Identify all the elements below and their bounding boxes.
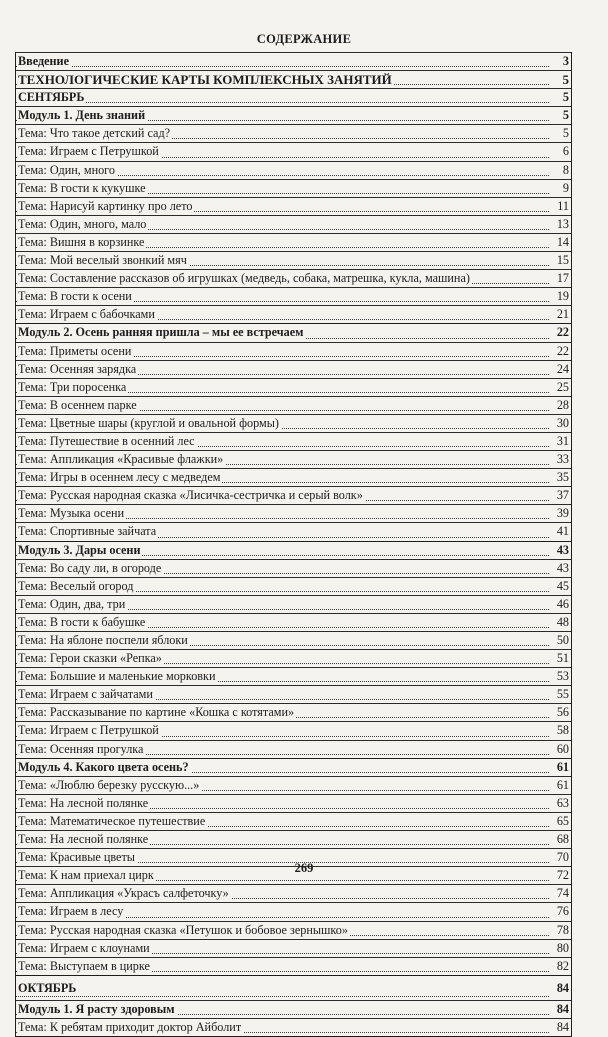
- toc-entry-page: 21: [556, 307, 569, 322]
- toc-entry-page: 84: [556, 1001, 569, 1016]
- toc-entry-text: Русская народная сказка «Лисичка-сестричка и серый волк»: [49, 488, 363, 503]
- toc-entry-label: [18, 181, 148, 195]
- topic-prefix: Тема:: [18, 904, 50, 919]
- topic-prefix: Тема:: [18, 578, 50, 593]
- toc-entry-text: Один, много, мало: [49, 216, 147, 231]
- toc-entry-text: На лесной полянке: [49, 795, 149, 810]
- toc-entry-label: [18, 253, 189, 267]
- toc-topic-entry: [16, 939, 571, 957]
- toc-topic-entry: [16, 468, 571, 486]
- topic-prefix: Тема:: [18, 940, 50, 955]
- topic-prefix: Тема:: [18, 560, 50, 575]
- toc-entry-text: Русская народная сказка «Петушок и бобовое зернышко»: [49, 922, 348, 937]
- toc-entry-page: 46: [556, 596, 569, 611]
- toc-entry-text: Осенняя зарядка: [49, 361, 137, 376]
- toc-entry-page: 84: [555, 976, 569, 1000]
- toc-entry-text: Модуль 3. Дары осени: [18, 542, 141, 557]
- topic-prefix: Тема:: [18, 633, 50, 647]
- topic-prefix: Тема:: [18, 850, 50, 865]
- topic-prefix: Тема:: [18, 198, 50, 213]
- toc-entry-page: 39: [556, 506, 569, 521]
- toc-topic-entry: [16, 957, 571, 975]
- toc-entry-label: [18, 380, 128, 394]
- toc-entry-text: Музыка осени: [49, 506, 125, 521]
- topic-prefix: Тема:: [18, 253, 50, 268]
- toc-entry-page: 30: [556, 415, 569, 430]
- toc-entry-label: [18, 199, 194, 213]
- toc-entry-label: [18, 832, 150, 846]
- toc-topic-entry: [16, 794, 571, 812]
- toc-topic-entry: [16, 649, 571, 667]
- toc-entry-label: [18, 778, 201, 792]
- toc-section-entry: [16, 106, 571, 124]
- toc-entry-page: 5: [562, 108, 569, 123]
- toc-entry-label: [18, 271, 472, 285]
- topic-prefix: Тема:: [18, 234, 50, 249]
- toc-entry-label: [18, 687, 155, 701]
- toc-entry-text: ОКТЯБРЬ: [18, 980, 77, 995]
- toc-topic-entry: [16, 396, 571, 414]
- toc-topic-entry: [16, 577, 571, 595]
- topic-prefix: Тема:: [18, 813, 50, 828]
- toc-entry-label: [18, 705, 296, 719]
- toc-topic-entry: [16, 902, 571, 920]
- toc-entry-text: Что такое детский сад?: [49, 126, 171, 141]
- toc-entry-page: 58: [556, 723, 569, 738]
- topic-prefix: Тема:: [18, 741, 50, 756]
- toc-section-entry: [16, 975, 571, 1000]
- toc-entry-text: Играем с бабочками: [49, 307, 155, 322]
- toc-section-entry: [16, 1000, 571, 1018]
- toc-entry-page: 43: [556, 560, 569, 575]
- topic-prefix: Тема:: [18, 886, 50, 901]
- toc-entry-text: Модуль 1. Я расту здоровым: [18, 1001, 175, 1016]
- toc-entry-label: [18, 506, 126, 520]
- toc-entry-text: Большие и маленькие морковки: [49, 669, 216, 684]
- toc-entry-label: [18, 615, 147, 629]
- toc-entry-page: 50: [556, 633, 569, 647]
- toc-entry-page: 31: [556, 433, 569, 448]
- toc-entry-label: [18, 108, 147, 122]
- toc-entry-page: 14: [556, 234, 569, 249]
- topic-prefix: Тема:: [18, 180, 50, 195]
- toc-topic-entry: [16, 251, 571, 269]
- toc-section-entry: [16, 541, 571, 559]
- toc-topic-entry: [16, 287, 571, 305]
- toc-entry-label: [18, 524, 158, 538]
- toc-entry-text: Веселый огород: [49, 578, 134, 593]
- toc-entry-text: К ребятам приходит доктор Айболит: [49, 1019, 242, 1034]
- toc-section-entry: [16, 52, 571, 70]
- toc-entry-page: 33: [556, 452, 569, 467]
- toc-entry-page: 84: [556, 1019, 569, 1034]
- toc-entry-page: 48: [556, 614, 569, 629]
- toc-entry-label: [18, 723, 161, 737]
- toc-entry-text: В гости к кукушке: [49, 180, 146, 195]
- toc-topic-entry: [16, 685, 571, 703]
- toc-topic-entry: [16, 740, 571, 758]
- toc-entry-text: Играем с зайчатами: [49, 687, 153, 702]
- toc-entry-label: [18, 470, 222, 484]
- toc-entry-text: Математическое путешествие: [49, 813, 206, 828]
- toc-entry-label: [18, 72, 394, 87]
- toc-entry-label: [18, 959, 152, 973]
- topic-prefix: Тема:: [18, 470, 50, 485]
- toc-entry-label: [18, 981, 78, 995]
- toc-topic-entry: [16, 378, 571, 396]
- toc-entry-page: 45: [556, 578, 569, 593]
- toc-entry-text: В гости к осени: [49, 289, 132, 304]
- toc-entry-text: Выступаем в цирке: [49, 958, 150, 973]
- toc-entry-text: СЕНТЯБРЬ: [18, 90, 85, 105]
- toc-entry-text: Рассказывание по картине «Кошка с котятами»: [49, 705, 295, 720]
- toc-entry-page: 24: [556, 361, 569, 376]
- toc-topic-entry: [16, 124, 571, 142]
- topic-prefix: Тема:: [18, 361, 50, 376]
- toc-entry-page: 17: [556, 271, 569, 286]
- toc-entry-label: [18, 452, 225, 466]
- toc-entry-label: [18, 217, 148, 231]
- toc-entry-text: Мой веселый звонкий мяч: [49, 253, 187, 268]
- toc-entry-text: Играем с Петрушкой: [49, 144, 159, 159]
- toc-entry-text: Модуль 1. День знаний: [18, 108, 146, 123]
- toc-entry-text: ТЕХНОЛОГИЧЕСКИЕ КАРТЫ КОМПЛЕКСНЫХ ЗАНЯТИЙ: [18, 72, 392, 88]
- topic-prefix: Тема:: [18, 795, 50, 810]
- toc-entry-page: 8: [562, 162, 569, 177]
- toc-entry-page: 15: [556, 253, 569, 268]
- toc-entry-label: [18, 488, 365, 502]
- toc-topic-entry: [16, 631, 571, 649]
- topic-prefix: Тема:: [18, 415, 50, 430]
- toc-entry-label: [18, 579, 135, 593]
- toc-entry-label: [18, 163, 117, 177]
- toc-entry-label: [18, 307, 157, 321]
- toc-entry-page: 56: [556, 705, 569, 720]
- toc-entry-text: Цветные шары (круглой и овальной формы): [49, 415, 279, 430]
- toc-entry-page: 5: [562, 126, 569, 141]
- toc-entry-label: [18, 416, 281, 430]
- toc-entry-page: 6: [562, 144, 569, 159]
- topic-prefix: Тема:: [18, 687, 50, 702]
- toc-entry-text: В осеннем парке: [49, 397, 137, 412]
- toc-section-entry: [16, 323, 571, 341]
- toc-entry-text: К нам приехал цирк: [49, 868, 154, 883]
- topic-prefix: Тема:: [18, 596, 50, 611]
- toc-entry-label: [18, 886, 231, 900]
- toc-entry-page: 5: [562, 90, 569, 105]
- page-number: 269: [294, 861, 314, 875]
- toc-entry-text: Модуль 2. Осень ранняя пришла – мы ее встречаем: [18, 325, 304, 340]
- toc-topic-entry: [16, 432, 571, 450]
- toc-entry-page: 53: [556, 669, 569, 684]
- toc-entry-text: На лесной полянке: [49, 832, 149, 847]
- toc-entry-page: 11: [557, 198, 569, 213]
- toc-entry-text: Аппликация «Красивые флажки»: [49, 452, 224, 467]
- toc-topic-entry: [16, 305, 571, 323]
- toc-entry-label: [18, 904, 125, 918]
- toc-entry-text: Во саду ли, в огороде: [49, 560, 162, 575]
- toc-entry-text: Путешествие в осенний лес: [49, 433, 195, 448]
- toc-entry-text: На яблоне поспели яблоки: [49, 633, 188, 647]
- toc-entry-page: 22: [556, 343, 569, 358]
- toc-entry-text: В гости к бабушке: [49, 614, 146, 629]
- toc-entry-page: 70: [556, 850, 569, 865]
- toc-entry-label: [18, 54, 71, 68]
- toc-topic-entry: [16, 776, 571, 794]
- topic-prefix: Тема:: [18, 614, 50, 629]
- toc-entry-page: 74: [556, 886, 569, 901]
- topic-prefix: Тема:: [18, 705, 50, 720]
- toc-entry-text: Играем с Петрушкой: [49, 723, 159, 738]
- toc-topic-entry: [16, 921, 571, 939]
- toc-topic-entry: [16, 215, 571, 233]
- toc-entry-text: Играем в лесу: [49, 904, 124, 919]
- toc-entry-label: [18, 126, 172, 140]
- topic-prefix: Тема:: [18, 868, 50, 883]
- toc-entry-label: [18, 362, 138, 376]
- toc-entry-page: 63: [556, 795, 569, 810]
- topic-prefix: Тема:: [18, 397, 50, 412]
- topic-prefix: Тема:: [18, 307, 50, 322]
- toc-topic-entry: [16, 414, 571, 432]
- toc-entry-label: [18, 760, 191, 774]
- topic-prefix: Тема:: [18, 126, 50, 141]
- toc-entry-page: 82: [556, 958, 569, 973]
- dot-leader: [16, 66, 549, 67]
- toc-topic-entry: [16, 504, 571, 522]
- toc-entry-page: 28: [556, 397, 569, 412]
- toc-entry-label: [18, 814, 207, 828]
- toc-table: [15, 52, 572, 1037]
- toc-entry-page: 60: [556, 741, 569, 756]
- topic-prefix: Тема:: [18, 216, 50, 231]
- toc-entry-label: [18, 325, 305, 339]
- topic-prefix: Тема:: [18, 777, 50, 792]
- toc-entry-label: [18, 633, 190, 647]
- toc-entry-page: 78: [556, 922, 569, 937]
- toc-entry-page: 9: [562, 180, 569, 195]
- toc-topic-entry: [16, 721, 571, 739]
- toc-entry-text: Вишня в корзинке: [49, 234, 145, 249]
- topic-prefix: Тема:: [18, 832, 50, 847]
- toc-section-entry: [16, 88, 571, 106]
- topic-prefix: Тема:: [18, 488, 50, 503]
- toc-topic-entry: [16, 830, 571, 848]
- toc-entry-page: 41: [556, 524, 569, 539]
- toc-topic-entry: [16, 450, 571, 468]
- toc-section-entry: [16, 758, 571, 776]
- toc-topic-entry: [16, 342, 571, 360]
- topic-prefix: Тема:: [18, 958, 50, 973]
- topic-prefix: Тема:: [18, 669, 50, 684]
- topic-prefix: Тема:: [18, 433, 50, 448]
- toc-entry-text: Играем с клоунами: [49, 940, 150, 955]
- toc-entry-page: 19: [556, 289, 569, 304]
- toc-entry-text: Приметы осени: [49, 343, 132, 358]
- toc-entry-label: [18, 344, 133, 358]
- toc-entry-label: [18, 923, 350, 937]
- topic-prefix: Тема:: [18, 1019, 50, 1034]
- toc-entry-label: [18, 289, 134, 303]
- toc-entry-text: Введение: [18, 54, 69, 68]
- toc-entry-page: 65: [556, 813, 569, 828]
- toc-entry-label: [18, 669, 218, 683]
- topic-prefix: Тема:: [18, 922, 50, 937]
- toc-entry-text: «Люблю березку русскую...»: [49, 777, 200, 792]
- toc-entry-page: 35: [556, 470, 569, 485]
- toc-entry-label: [18, 742, 145, 756]
- toc-entry-page: 37: [556, 488, 569, 503]
- topic-prefix: Тема:: [18, 162, 50, 177]
- toc-entry-label: [18, 1020, 243, 1034]
- toc-entry-page: 22: [556, 325, 569, 340]
- topic-prefix: Тема:: [18, 524, 50, 539]
- toc-entry-page: 61: [556, 759, 569, 774]
- toc-topic-entry: [16, 360, 571, 378]
- toc-topic-entry: [16, 522, 571, 540]
- toc-entry-page: 55: [556, 687, 569, 702]
- toc-topic-entry: [16, 1018, 571, 1036]
- page-title: СОДЕРЖАНИЕ: [256, 32, 352, 46]
- toc-topic-entry: [16, 197, 571, 215]
- toc-topic-entry: [16, 269, 571, 287]
- toc-entry-text: Аппликация «Украсъ салфеточку»: [49, 886, 229, 901]
- topic-prefix: Тема:: [18, 289, 50, 304]
- toc-entry-label: [18, 868, 156, 882]
- toc-entry-label: [18, 90, 86, 104]
- toc-entry-page: 51: [556, 651, 569, 666]
- toc-entry-page: 72: [556, 868, 569, 883]
- toc-entry-text: Один, много: [49, 162, 115, 177]
- toc-entry-text: Спортивные зайчата: [49, 524, 157, 539]
- toc-entry-label: [18, 850, 137, 864]
- toc-entry-page: 61: [556, 777, 569, 792]
- toc-entry-label: [18, 235, 146, 249]
- toc-topic-entry: [16, 233, 571, 251]
- toc-topic-entry: [16, 812, 571, 830]
- toc-entry-text: Три поросенка: [49, 379, 127, 394]
- topic-prefix: Тема:: [18, 144, 50, 159]
- dot-leader: [16, 102, 549, 103]
- toc-entry-text: Модуль 4. Какого цвета осень?: [18, 759, 189, 774]
- toc-entry-label: [18, 651, 164, 665]
- toc-topic-entry: [16, 486, 571, 504]
- toc-entry-text: Осенняя прогулка: [49, 741, 144, 756]
- toc-entry-label: [18, 144, 161, 158]
- toc-entry-text: Нарисуй картинку про лето: [49, 198, 193, 213]
- topic-prefix: Тема:: [18, 723, 50, 738]
- toc-entry-page: 3: [562, 54, 569, 68]
- toc-entry-label: [18, 398, 139, 412]
- toc-entry-label: [18, 543, 142, 557]
- topic-prefix: Тема:: [18, 452, 50, 467]
- toc-topic-entry: [16, 161, 571, 179]
- toc-entry-page: 25: [556, 379, 569, 394]
- toc-entry-label: [18, 941, 152, 955]
- toc-entry-page: 76: [556, 904, 569, 919]
- toc-entry-label: [18, 1002, 177, 1016]
- topic-prefix: Тема:: [18, 651, 50, 666]
- toc-entry-page: 43: [556, 542, 569, 557]
- dot-leader: [16, 996, 549, 997]
- toc-entry-page: 68: [556, 832, 569, 847]
- toc-topic-entry: [16, 703, 571, 721]
- toc-topic-entry: [16, 595, 571, 613]
- toc-section-entry: [16, 70, 571, 88]
- toc-entry-page: 13: [556, 216, 569, 231]
- topic-prefix: Тема:: [18, 379, 50, 394]
- topic-prefix: Тема:: [18, 343, 50, 358]
- toc-topic-entry: [16, 667, 571, 685]
- topic-prefix: Тема:: [18, 271, 50, 286]
- toc-entry-text: Игры в осеннем лесу с медведем: [49, 470, 221, 485]
- toc-entry-text: Один, два, три: [49, 596, 126, 611]
- topic-prefix: Тема:: [18, 506, 50, 521]
- toc-entry-text: Герои сказки «Репка»: [49, 651, 162, 666]
- toc-entry-label: [18, 434, 197, 448]
- toc-entry-page: 80: [556, 940, 569, 955]
- toc-topic-entry: [16, 613, 571, 631]
- toc-entry-text: Красивые цветы: [49, 850, 135, 865]
- toc-topic-entry: [16, 179, 571, 197]
- toc-entry-label: [18, 796, 150, 810]
- toc-topic-entry: [16, 559, 571, 577]
- toc-topic-entry: [16, 142, 571, 160]
- toc-entry-text: Составление рассказов об игрушках (медведь, собака, матрешка, кукла, машина): [49, 271, 470, 286]
- toc-entry-page: 5: [562, 72, 569, 88]
- toc-entry-label: [18, 561, 163, 575]
- toc-entry-label: [18, 597, 127, 611]
